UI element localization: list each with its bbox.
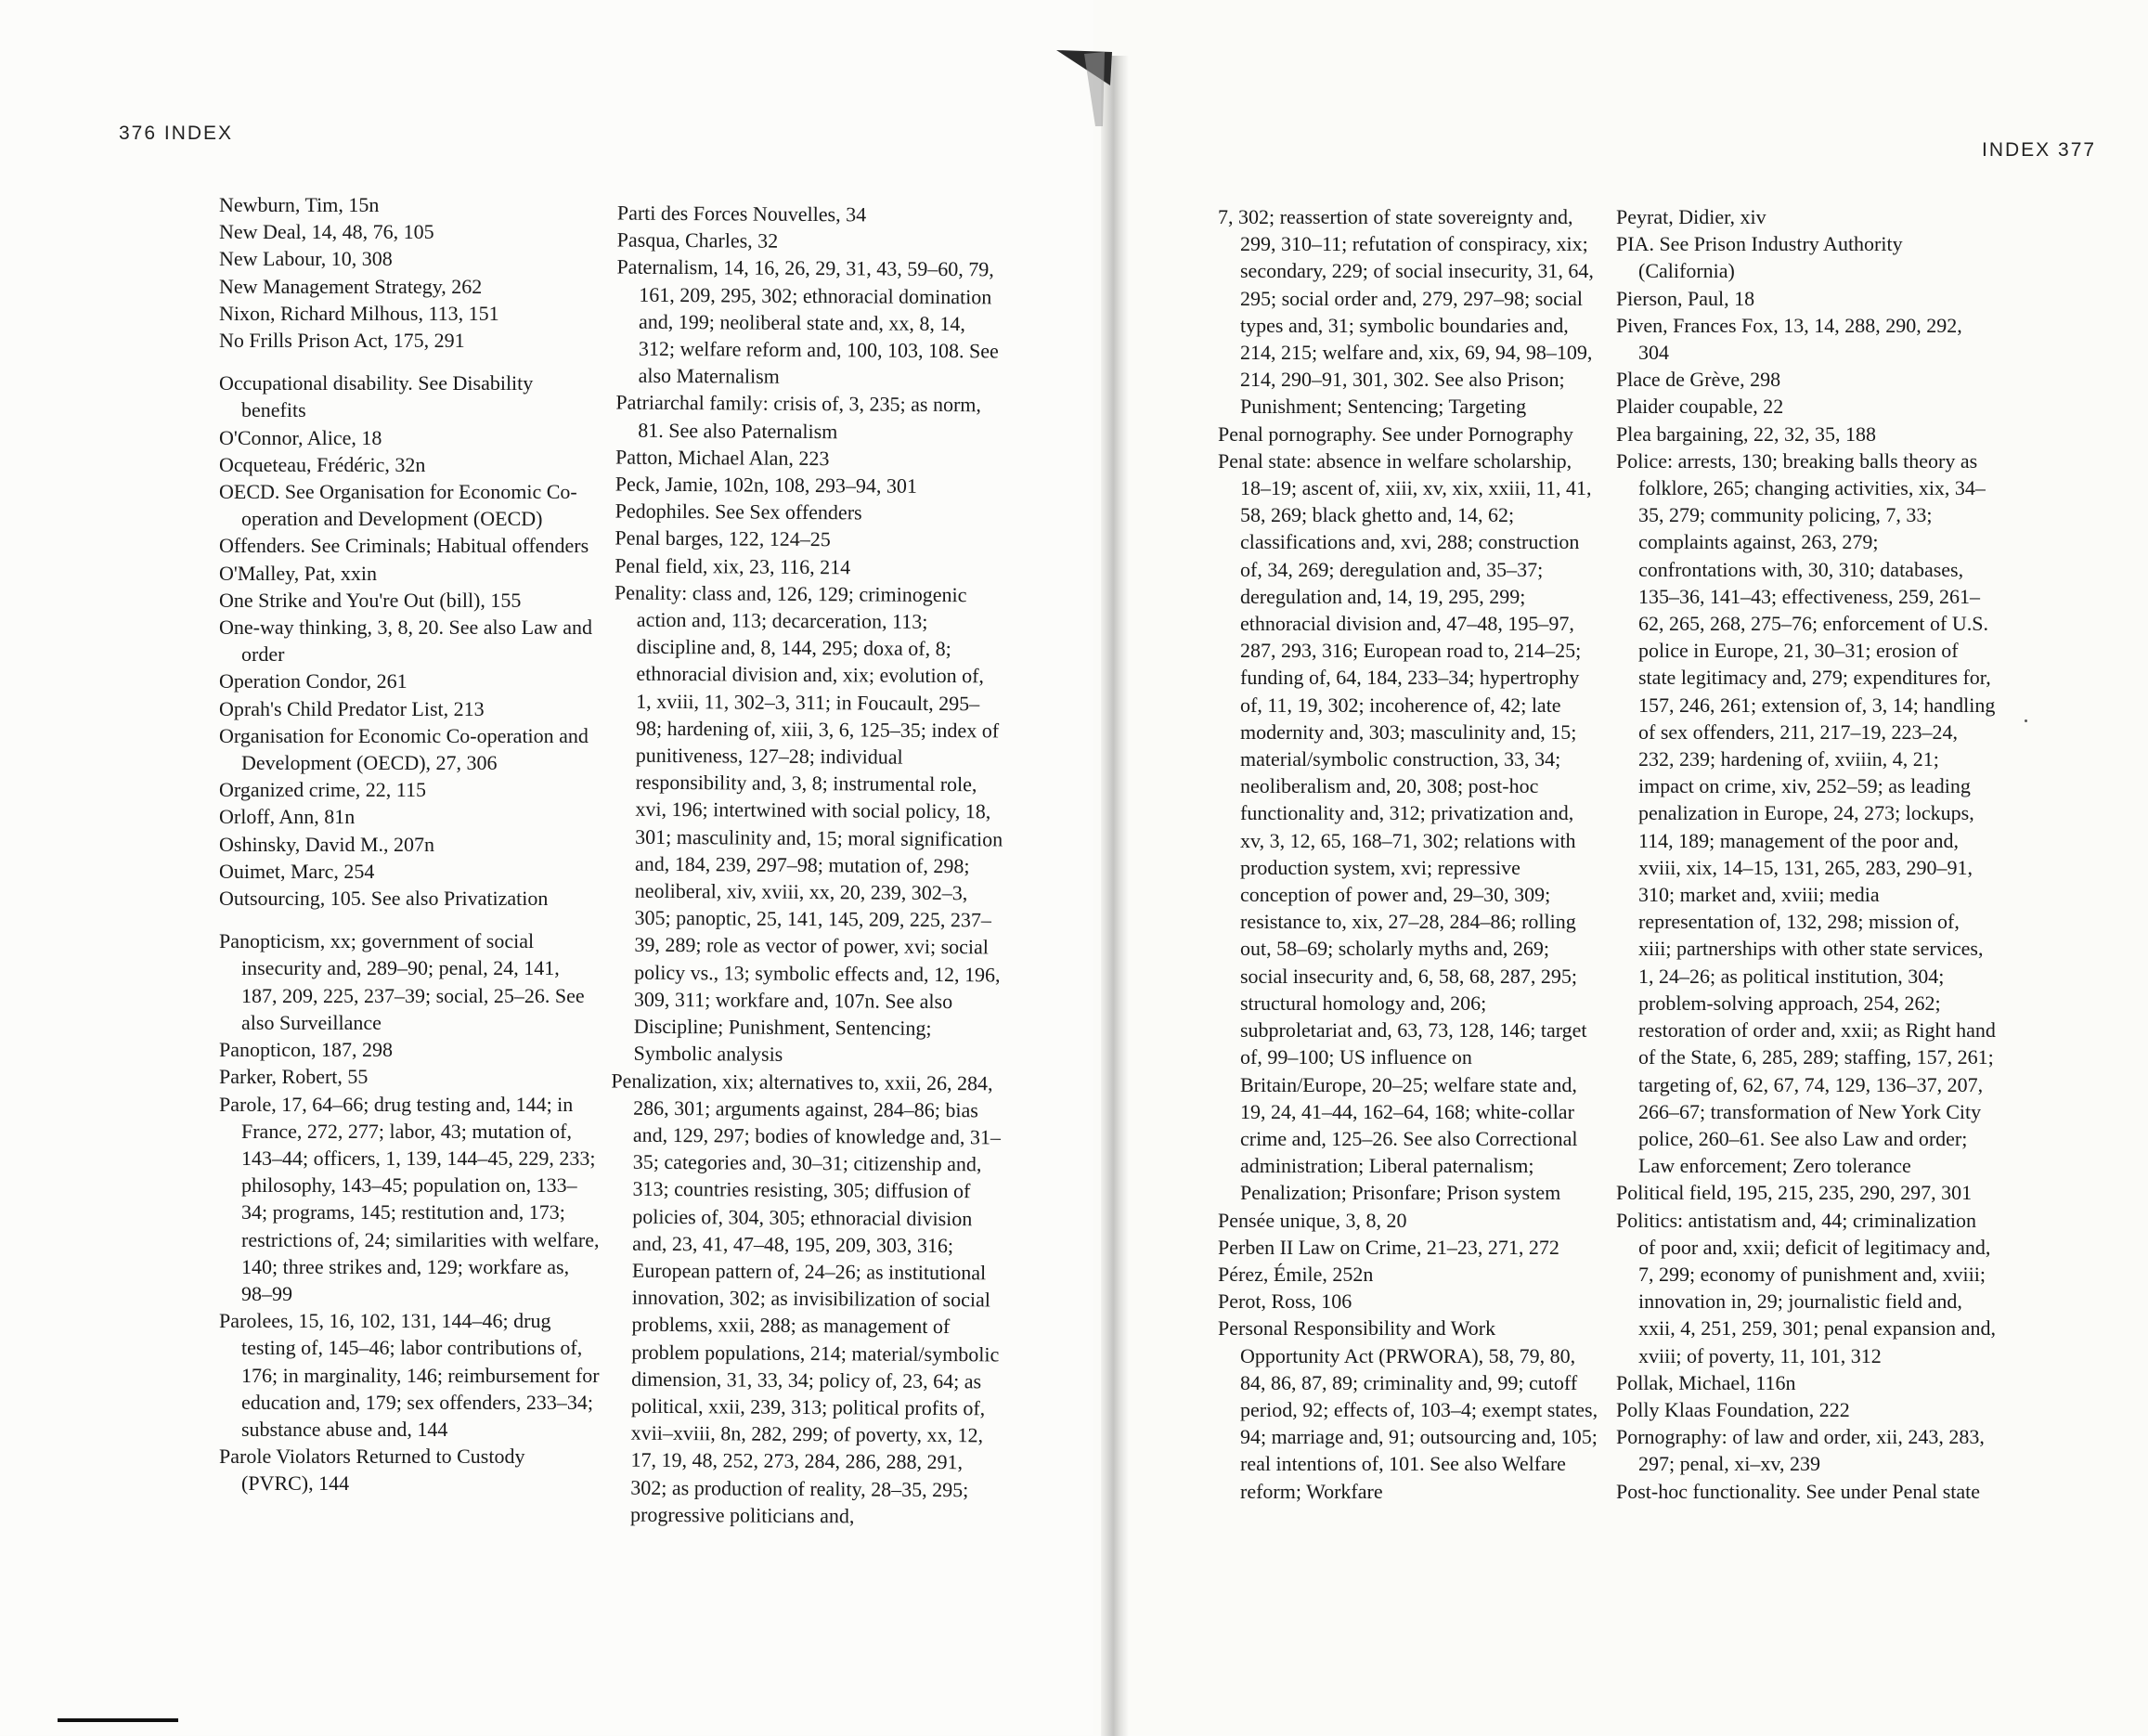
index-column-2 — [608, 200, 1007, 1531]
index-entry: Parole, 17, 64–66; drug testing and, 144; in France, 272, 277; labor, 43; mutation of, 143–44; officers, 1, 139, 144–45, 229, 233; philosophy, 143–45; population on, 133–34; programs, 145; restitution and, 173; restrictions of, 24; similarities with welfare, 140; three strikes and, 129; workfare as, 98–99 — [219, 1092, 600, 1305]
page-fold-icon — [1047, 45, 1132, 128]
index-entry: Patriarchal family: crisis of, 3, 235; as norm, 81. See also Paternalism — [615, 390, 982, 443]
index-entry: Parker, Robert, 55 — [219, 1065, 369, 1089]
index-entry: Politics: antistatism and, 44; criminalization of poor and, xxii; deficit of legitimacy and, 7, 299; economy of punishment and, xviii; innovation in, 29; journalistic field and, xxii, 4, 251, 259, 301; penal expansion and, xviii; of poverty, 11, 101, 312 — [1616, 1208, 1996, 1367]
index-entry: New Labour, 10, 308 — [219, 247, 393, 271]
index-entry: Post-hoc functionality. See under Penal state — [1616, 1479, 1981, 1503]
index-column-3 — [1218, 203, 1598, 1505]
index-entry: Organisation for Economic Co-operation and Development (OECD), 27, 306 — [219, 723, 589, 775]
running-head-left: 376 INDEX — [119, 123, 234, 144]
index-entry: Perben II Law on Crime, 21–23, 271, 272 — [1218, 1235, 1559, 1259]
page-edge-mark — [58, 1718, 178, 1722]
index-entry: Piven, Frances Fox, 13, 14, 288, 290, 292, 304 — [1616, 313, 1962, 365]
index-entry: One Strike and You're Out (bill), 155 — [219, 588, 522, 612]
index-entry: Operation Condor, 261 — [219, 669, 408, 693]
index-entry: Place de Grève, 298 — [1616, 368, 1781, 392]
index-entry: Police: arrests, 130; breaking balls theory as folklore, 265; changing activities, xix, 34–35, 279; community policing, 7, 33; complaints against, 263, 279; confrontations with, 30, 310; databases, 135–36, 141–43; effectiveness, 259, 261–62, 265, 268, 275–76; enforcement of U.S. police in Europe, 21, 30–31; erosion of state legitimacy and, 279; expenditures for, 157, 246, 261; extension of, 3, 14; handling of sex offenders, 211, 217–19, 223–24, 232, 239; hardening of, xviiin, 4, 21; impact on crime, xiv, 252–59; as leading penalization in Europe, 24, 273; lockups, 114, 189; management of the poor and, xviii, xix, 14–15, 131, 265, 283, 290–91, 310; market and, xviii; media representation of, 132, 298; mission of, xiii; partnerships with other state services, 1, 24–26; as political institution, 304; problem-solving approach, 254, 262; restoration of order and, xxii; as Right hand of the State, 6, 285, 289; staffing, 157, 261; targeting of, 62, 67, 74, 129, 136–37, 207, 266–67; transformation of New York City police, 260–61. See also Law and order; Law enforcement; Zero tolerance — [1616, 448, 1996, 1178]
index-entry: Orloff, Ann, 81n — [219, 805, 356, 829]
index-entry: Peck, Jamie, 102n, 108, 293–94, 301 — [615, 472, 918, 498]
index-entry: Nixon, Richard Milhous, 113, 151 — [219, 301, 499, 325]
index-entry: Outsourcing, 105. See also Privatization — [219, 887, 549, 911]
book-gutter-shadow — [1101, 56, 1129, 1736]
index-entry: Panopticon, 187, 298 — [219, 1038, 393, 1062]
index-entry: Pedophiles. See Sex offenders — [615, 499, 862, 525]
index-entry: Oprah's Child Predator List, 213 — [219, 696, 485, 720]
index-entry: Penal barges, 122, 124–25 — [615, 525, 831, 551]
index-entry: Newburn, Tim, 15n — [219, 193, 380, 216]
index-entry: Polly Klaas Foundation, 222 — [1616, 1397, 1850, 1421]
index-entry: Patton, Michael Alan, 223 — [615, 445, 830, 470]
ink-speck — [2025, 719, 2027, 722]
index-entry: Plea bargaining, 22, 32, 35, 188 — [1616, 421, 1877, 446]
index-entry: Panopticism, xx; government of social insecurity and, 289–90; penal, 24, 141, 187, 209, 225, 237–39; social, 25–26. See also Surveillance — [219, 929, 585, 1034]
index-entry: Paternalism, 14, 16, 26, 29, 31, 43, 59–60, 79, 161, 209, 295, 302; ethnoracial domination and, 199; neoliberal state and, xx, 8, 14, 312; welfare reform and, 100, 103, 108. See also Maternalism — [616, 254, 999, 388]
index-entry: Pollak, Michael, 116n — [1616, 1370, 1796, 1394]
index-entry: Peyrat, Didier, xiv — [1616, 205, 1766, 228]
index-entry: O'Connor, Alice, 18 — [219, 425, 382, 449]
index-entry: One-way thinking, 3, 8, 20. See also Law and order — [219, 615, 593, 667]
index-entry: OECD. See Organisation for Economic Co-operation and Development (OECD) — [219, 480, 577, 531]
index-column-1 — [219, 191, 600, 1497]
index-entry: Penal pornography. See under Pornography — [1218, 421, 1573, 446]
index-entry: Pensée unique, 3, 8, 20 — [1218, 1208, 1407, 1232]
index-entry: New Deal, 14, 48, 76, 105 — [219, 220, 434, 244]
index-entry: PIA. See Prison Industry Authority (California) — [1616, 232, 1903, 283]
index-entry: Plaider coupable, 22 — [1616, 395, 1784, 419]
index-entry: Penal state: absence in welfare scholarship, 18–19; ascent of, xiii, xv, xix, xxiii, 11, 41, 58, 269; black ghetto and, 14, 62; classifications and, xvi, 288; construction of, 34, 269; deregulation and, 35–37; deregulation and, 14, 19, 295, 299; ethnoracial division and, 47–48, 195–97, 287, 293, 316; European road to, 214–25; funding of, 64, 184, 233–34; hypertrophy of, 11, 19, 302; incoherence of, 42; late modernity and, 303; masculinity and, 15; material/symbolic construction, 33, 34; neoliberalism and, 20, 308; post-hoc functionality and, 312; privatization and, xv, 3, 12, 65, 168–71, 302; relations with production system, xvi; repressive conception of power and, 29–30, 309; resistance to, xix, 27–28, 284–86; rolling out, 58–69; scholarly myths and, 269; social insecurity and, 6, 58, 68, 287, 295; structural homology and, 206; subproletariat and, 63, 73, 128, 146; target of, 99–100; US influence on Britain/Europe, 20–25; welfare state and, 19, 24, 41–44, 162–64, 168; white-collar crime and, 125–26. See also Correctional administration; Liberal paternalism; Penalization; Prisonfare; Prison system — [1218, 448, 1592, 1205]
index-entry: Pérez, Émile, 252n — [1218, 1262, 1374, 1286]
index-entry: Penal field, xix, 23, 116, 214 — [615, 553, 851, 578]
index-entry: Parti des Forces Nouvelles, 34 — [616, 201, 867, 227]
index-entry: Oshinsky, David M., 207n — [219, 832, 435, 856]
index-entry: Pierson, Paul, 18 — [1616, 286, 1755, 310]
index-column-4 — [1616, 203, 1997, 1505]
index-entry: Penality: class and, 126, 129; criminogenic action and, 113; decarceration, 113; discipline and, 8, 144, 295; doxa of, 8; ethnoracial division and, xix; evolution of, 1, xviii, 11, 302–3, 311; in Foucault, 295–98; hardening of, xiii, 3, 6, 125–35; index of punitiveness, 127–28; individual responsibility and, 3, 8; instrumental role, xvi, 196; intertwined with social policy, 18, 301; masculinity and, 15; moral signification and, 184, 239, 297–98; mutation of, 298; neoliberal, xiv, xviii, xx, 20, 239, 302–3, 305; panoptic, 25, 141, 145, 209, 225, 237–39, 289; role as vector of power, xvi; social policy vs., 13; symbolic effects and, 12, 196, 309, 311; workfare and, 107n. See also Discipline; Punishment, Sentencing; Symbolic analysis — [614, 580, 1003, 1067]
index-entry: Personal Responsibility and Work Opportunity Act (PRWORA), 58, 79, 80, 84, 86, 87, 89; criminality and, 99; cutoff period, 92; effects of, 103–4; exempt states, 94; marriage and, 91; outsourcing and, 105; real intentions of, 101. See also Welfare reform; Workfare — [1218, 1316, 1598, 1503]
index-entry: Ocqueteau, Frédéric, 32n — [219, 452, 426, 476]
index-entry: Ouimet, Marc, 254 — [219, 859, 375, 883]
index-entry: Parolees, 15, 16, 102, 131, 144–46; drug testing of, 145–46; labor contributions of, 176; in marginality, 146; reimbursement for education and, 179; sex offenders, 233–34; substance abuse and, 144 — [219, 1309, 600, 1441]
index-entry: No Frills Prison Act, 175, 291 — [219, 329, 465, 353]
index-entry: Pasqua, Charles, 32 — [616, 227, 779, 253]
index-entry: Pornography: of law and order, xii, 243, 283, 297; penal, xi–xv, 239 — [1616, 1425, 1985, 1476]
index-entry: Organized crime, 22, 115 — [219, 778, 426, 802]
index-entry: Political field, 195, 215, 235, 290, 297, 301 — [1616, 1181, 1973, 1205]
index-entry: Occupational disability. See Disability benefits — [219, 371, 534, 422]
index-entry: Offenders. See Criminals; Habitual offenders — [219, 534, 589, 558]
index-entry: Parole Violators Returned to Custody (PVRC), 144 — [219, 1445, 525, 1496]
index-entry: O'Malley, Pat, xxin — [219, 561, 377, 585]
index-entry: Perot, Ross, 106 — [1218, 1289, 1352, 1314]
index-entry: 7, 302; reassertion of state sovereignty and, 299, 310–11; refutation of conspiracy, xix; secondary, 229; of social insecurity, 31, 64, 295; social order and, 279, 297–98; social types and, 31; symbolic boundaries and, 214, 215; welfare and, xix, 69, 94, 98–109, 214, 290–91, 301, 302. See also Prison; Punishment; Sentencing; Targeting — [1218, 205, 1594, 419]
index-entry: New Management Strategy, 262 — [219, 274, 483, 298]
index-entry: Penalization, xix; alternatives to, xxii, 26, 284, 286, 301; arguments against, 284–86; bias and, 129, 297; bodies of knowledge and, 31–35; categories and, 30–31; citizenship and, 313; countries resisting, 305; diffusion of policies of, 304, 305; ethnoracial division and, 23, 41, 47–48, 195, 209, 303, 316; European pattern of, 24–26; as institutional innovation, 302; as invisibilization of social problems, xxii, 288; as management of problem populations, 214; material/symbolic dimension, 31, 33, 34; policy of, 23, 64; as political, xxii, 239, 313; political profits of, xvii–xviii, 8n, 282, 299; of poverty, xx, 12, 17, 19, 48, 252, 273, 284, 286, 288, 291, 302; as production of reality, 28–35, 295; progressive politicians and, — [611, 1069, 1001, 1528]
running-head-right: INDEX 377 — [1982, 139, 2097, 161]
